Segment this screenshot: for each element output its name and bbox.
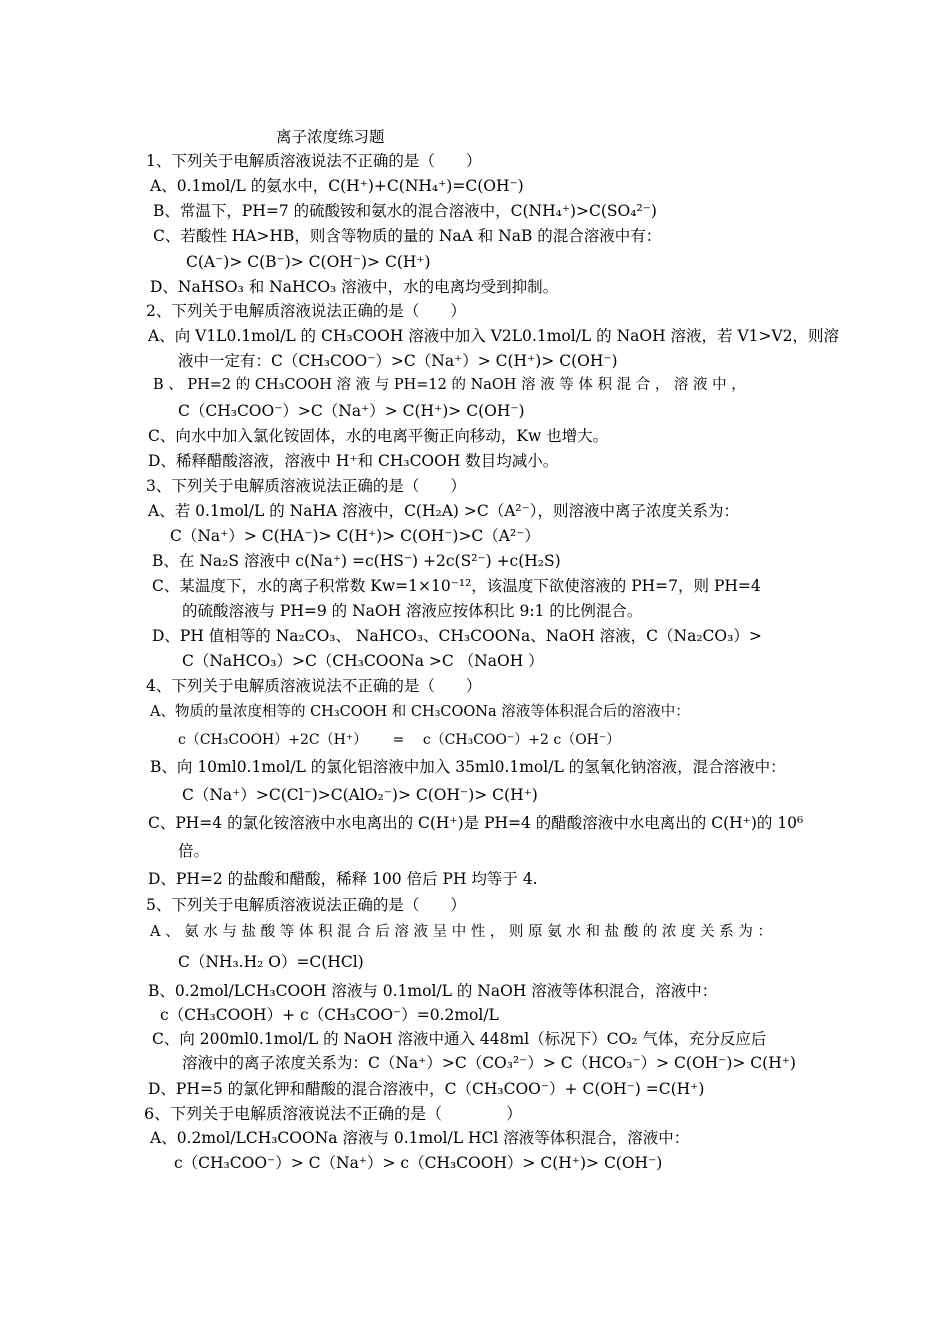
option-4b: B、向 10ml0.1mol/L 的氯化铝溶液中加入 35ml0.1mol/L 的氢氧化钠溶液，混合溶液中： [150, 758, 786, 776]
option-1c-cont: C(A⁻)> C(B⁻)> C(OH⁻)> C(H⁺) [186, 253, 431, 271]
option-5a: A 、 氨 水 与 盐 酸 等 体 积 混 合 后 溶 液 呈 中 性 ， 则 原 氨 水 和 盐 酸 的 浓 度 关 系 为 ： [150, 924, 772, 940]
question-4: 4、下列关于电解质溶液说法不正确的是（ ） [146, 677, 482, 695]
option-3b: B、在 Na₂S 溶液中 c(Na⁺) =c(HS⁻) +2c(S²⁻) +c(H₂S) [152, 552, 561, 570]
option-5a-cont: C（NH₃.H₂ O）=C(HCl) [178, 953, 364, 971]
option-4d: D、PH=2 的盐酸和醋酸，稀释 100 倍后 PH 均等于 4. [148, 870, 538, 888]
option-4c-cont: 倍。 [178, 842, 210, 860]
option-2b: B 、 PH=2 的 CH₃COOH 溶 液 与 PH=12 的 NaOH 溶 液 等 体 积 混 合 ， 溶 液 中 ， [153, 377, 746, 393]
option-3c-cont: 的硫酸溶液与 PH=9 的 NaOH 溶液应按体积比 9:1 的比例混合。 [182, 602, 643, 620]
option-2a: A、向 V1L0.1mol/L 的 CH₃COOH 溶液中加入 V2L0.1mol/L 的 NaOH 溶液，若 V1>V2，则溶 [148, 327, 840, 345]
option-3a-cont: C（Na⁺）> C(HA⁻)> C(H⁺)> C(OH⁻)>C（A²⁻） [170, 527, 540, 545]
option-6a: A、0.2mol/LCH₃COONa 溶液与 0.1mol/L HCl 溶液等体积混合，溶液中： [150, 1129, 690, 1147]
option-6a-cont: c（CH₃COO⁻）> C（Na⁺）> c（CH₃COOH）> C(H⁺)> C(OH⁻) [174, 1154, 663, 1172]
option-4a-cont: c（CH₃COOH）+2C（H⁺） = c（CH₃COO⁻）+2 c（OH⁻） [178, 732, 621, 748]
question-1: 1、下列关于电解质溶液说法不正确的是（ ） [146, 152, 482, 170]
option-2a-cont: 液中一定有：C（CH₃COO⁻）>C（Na⁺）> C(H⁺)> C(OH⁻) [178, 352, 618, 370]
option-5d: D、PH=5 的氯化钾和醋酸的混合溶液中，C（CH₃COO⁻）+ C(OH⁻) =C(H⁺) [148, 1080, 705, 1098]
option-4c: C、PH=4 的氯化铵溶液中水电离出的 C(H⁺)是 PH=4 的醋酸溶液中水电离出的 C(H⁺)的 10⁶ [148, 814, 804, 832]
question-2: 2、下列关于电解质溶液说法正确的是（ ） [146, 302, 466, 320]
option-4b-cont: C（Na⁺）>C(Cl⁻)>C(AlO₂⁻)> C(OH⁻)> C(H⁺) [182, 786, 538, 804]
option-5b: B、0.2mol/LCH₃COOH 溶液与 0.1mol/L 的 NaOH 溶液等体积混合，溶液中： [148, 982, 718, 1000]
page-title: 离子浓度练习题 [276, 128, 385, 146]
option-1c: C、若酸性 HA>HB，则含等物质的量的 NaA 和 NaB 的混合溶液中有： [153, 227, 662, 245]
option-2d: D、稀释醋酸溶液，溶液中 H⁺和 CH₃COOH 数目均减小。 [148, 452, 559, 470]
question-5: 5、下列关于电解质溶液说法正确的是（ ） [146, 896, 466, 914]
option-5c-cont: 溶液中的离子浓度关系为：C（Na⁺）>C（CO₃²⁻）> C（HCO₃⁻）> C(OH⁻)> C(H⁺) [182, 1054, 796, 1072]
option-1b: B、常温下，PH=7 的硫酸铵和氨水的混合溶液中，C(NH₄⁺)>C(SO₄²⁻) [153, 202, 657, 220]
question-3: 3、下列关于电解质溶液说法正确的是（ ） [146, 477, 466, 495]
option-3d-cont: C（NaHCO₃）>C（CH₃COONa >C （NaOH ） [182, 652, 544, 670]
option-2c: C、向水中加入氯化铵固体，水的电离平衡正向移动，Kw 也增大。 [148, 427, 609, 445]
option-4a: A、物质的量浓度相等的 CH₃COOH 和 CH₃COONa 溶液等体积混合后的溶液中： [150, 704, 690, 720]
option-3d: D、PH 值相等的 Na₂CO₃、 NaHCO₃、CH₃COONa、NaOH 溶液，C（Na₂CO₃）> [152, 627, 762, 645]
option-1d: D、NaHSO₃ 和 NaHCO₃ 溶液中，水的电离均受到抑制。 [150, 278, 559, 296]
option-5c: C、向 200ml0.1mol/L 的 NaOH 溶液中通入 448ml（标况下）CO₂ 气体，充分反应后 [152, 1030, 767, 1048]
option-5b-cont: c（CH₃COOH）+ c（CH₃COO⁻）=0.2mol/L [160, 1006, 499, 1024]
option-1a: A、0.1mol/L 的氨水中，C(H⁺)+C(NH₄⁺)=C(OH⁻) [150, 177, 524, 195]
option-3a: A、若 0.1mol/L 的 NaHA 溶液中，C(H₂A) >C（A²⁻），则溶液中离子浓度关系为： [148, 502, 740, 520]
option-3c: C、某温度下，水的离子积常数 Kw=1×10⁻¹²，该温度下欲使溶液的 PH=7，则 PH=4 [152, 577, 761, 595]
question-6: 6、下列关于电解质溶液说法不正确的是（ ） [144, 1104, 523, 1123]
option-2b-cont: C（CH₃COO⁻）>C（Na⁺）> C(H⁺)> C(OH⁻) [178, 402, 525, 420]
